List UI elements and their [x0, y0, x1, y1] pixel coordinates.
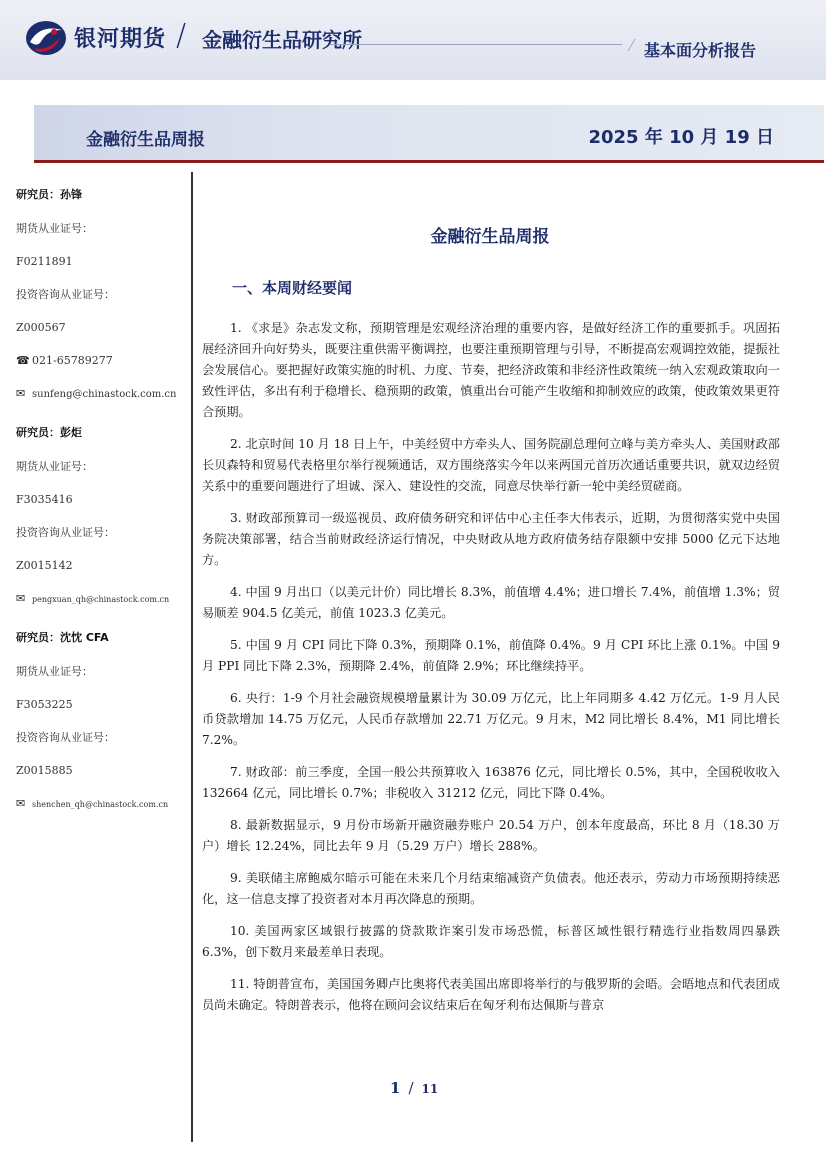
header-band: [0, 0, 826, 80]
document-title: 金融衍生品周报: [430, 227, 550, 247]
news-item: 1. 《求是》杂志发文称，预期管理是宏观经济治理的重要内容，是做好经济工作的重要抓手。巩固拓展经济回升向好势头，既要注重供需平衡调控，也要注重预期管理与引导，不断提高宏观调控效能，提振社会发展信心。要把握好政策实施的时机、力度、节奏，把经济政策和非经济性政策统一纳入宏观政策取向一致性评估，多出有利于稳增长、稳预期的政策，慎重出台可能产生收缩和抑制效应的政策，使政策效果更符合预期。: [202, 321, 780, 419]
page-separator: /: [408, 1079, 414, 1097]
column-divider: [191, 172, 193, 1142]
invest-license-id: Z0015885: [16, 764, 73, 777]
futures-license-label: 期货从业证号：: [16, 665, 93, 678]
brand-separator: /: [176, 18, 187, 53]
total-pages: 11: [421, 1082, 439, 1096]
news-item: 6. 央行：1-9 个月社会融资规模增量累计为 30.09 万亿元，比上年同期多 4.42 万亿元。1-9 月人民币贷款增加 14.75 万亿元，人民币存款增加 22.71 万亿元。9 月末，M2 同比增长 8.4%，M1 同比增长 7.2%。: [202, 691, 780, 747]
email-address[interactable]: shenchen_qh@chinastock.com.cn: [32, 800, 169, 809]
analyst-sidebar: [16, 186, 186, 834]
futures-license-id: F0211891: [16, 255, 73, 268]
news-item: 7. 财政部：前三季度，全国一般公共预算收入 163876 亿元，同比增长 0.5%，其中，全国税收收入 132664 亿元，同比增长 0.7%；非税收入 31212 亿元，同比下降 0.4%。: [202, 765, 780, 800]
news-item: 11. 特朗普宣布，美国国务卿卢比奥将代表美国出席即将举行的与俄罗斯的会晤。会晤地点和代表团成员尚未确定。特朗普表示，他将在顾问会议结束后在匈牙利布达佩斯与普京: [202, 977, 780, 1012]
analyst-name: 研究员：彭炬: [16, 426, 82, 439]
report-date: 2025 年 10 月 19 日: [588, 127, 774, 148]
email-address[interactable]: pengxuan_qh@chinastock.com.cn: [32, 595, 170, 604]
invest-license-label: 投资咨询从业证号：: [16, 288, 115, 301]
mail-icon: ✉: [16, 387, 26, 400]
analyst-email[interactable]: [16, 387, 186, 401]
institute-name: 金融衍生品研究所: [202, 28, 362, 52]
mail-icon: ✉: [16, 797, 26, 810]
invest-license-label: 投资咨询从业证号：: [16, 731, 115, 744]
news-item: 3. 财政部预算司一级巡视员、政府债务研究和评估中心主任李大伟表示，近期，为贯彻落实党中央国务院决策部署，结合当前财政经济运行情况，中央财政从地方政府债务结存限额中安排 5000 亿元下达地方。: [202, 511, 780, 567]
report-body: [200, 222, 780, 1027]
galaxy-futures-logo-icon: [24, 18, 68, 58]
invest-license-id: Z000567: [16, 321, 66, 334]
news-item: 2. 北京时间 10 月 18 日上午，中美经贸中方牵头人、国务院副总理何立峰与美方牵头人、美国财政部长贝森特和贸易代表格里尔举行视频通话，双方围绕落实今年以来两国元首历次通话重要共识，就双边经贸关系中的重要问题进行了坦诚、深入、建设性的交流，同意尽快举行新一轮中美经贸磋商。: [202, 437, 780, 493]
analyst-phone: [16, 354, 186, 367]
news-item: 8. 最新数据显示，9 月份市场新开融资融券账户 20.54 万户，创本年度最高，环比 8 月（18.30 万户）增长 12.24%，同比去年 9 月（5.29 万户）增长 288%。: [202, 818, 780, 853]
page-number: [390, 1079, 438, 1097]
futures-license-label: 期货从业证号：: [16, 222, 93, 235]
current-page: 1: [390, 1079, 401, 1097]
analyst-card: [16, 424, 186, 606]
header-decor-line: [330, 44, 622, 45]
report-type: 基本面分析报告: [644, 41, 757, 60]
news-item: 10. 美国两家区域银行披露的贷款欺诈案引发市场恐慌，标普区域性银行精选行业指数周四暴跌 6.3%，创下数月来最差单日表现。: [202, 924, 780, 959]
futures-license-id: F3035416: [16, 493, 73, 506]
analyst-email[interactable]: [16, 592, 186, 606]
analyst-email[interactable]: [16, 797, 186, 811]
title-rule: [34, 160, 824, 163]
news-item: 9. 美联储主席鲍威尔暗示可能在未来几个月结束缩减资产负债表。他还表示，劳动力市场预期持续恶化，这一信息支撑了投资者对本月再次降息的预期。: [202, 871, 780, 906]
phone-icon: ☎: [16, 354, 30, 367]
mail-icon: ✉: [16, 592, 26, 605]
analyst-name: 研究员：沈忱 CFA: [16, 631, 109, 644]
invest-license-label: 投资咨询从业证号：: [16, 526, 115, 539]
band-title: 金融衍生品周报: [86, 130, 205, 150]
section-title: 一、本周财经要闻: [232, 279, 353, 297]
futures-license-label: 期货从业证号：: [16, 460, 93, 473]
phone-number: 021-65789277: [32, 354, 113, 367]
futures-license-id: F3053225: [16, 698, 73, 711]
email-address[interactable]: sunfeng@chinastock.com.cn: [32, 389, 177, 400]
brand-name: 银河期货: [74, 27, 167, 52]
analyst-card: [16, 186, 186, 401]
news-item: 5. 中国 9 月 CPI 同比下降 0.3%，预期降 0.1%，前值降 0.4%。9 月 CPI 环比上涨 0.1%。中国 9 月 PPI 同比下降 2.3%，预期降 2.4%，前值降 2.9%；环比继续持平。: [202, 638, 780, 673]
analyst-name: 研究员：孙锋: [16, 188, 82, 201]
invest-license-id: Z0015142: [16, 559, 73, 572]
analyst-card: [16, 629, 186, 811]
news-item: 4. 中国 9 月出口（以美元计价）同比增长 8.3%，前值增 4.4%；进口增长 7.4%，前值增 1.3%；贸易顺差 904.5 亿美元，前值 1023.3 亿美元。: [202, 585, 780, 620]
title-band: [34, 105, 824, 160]
